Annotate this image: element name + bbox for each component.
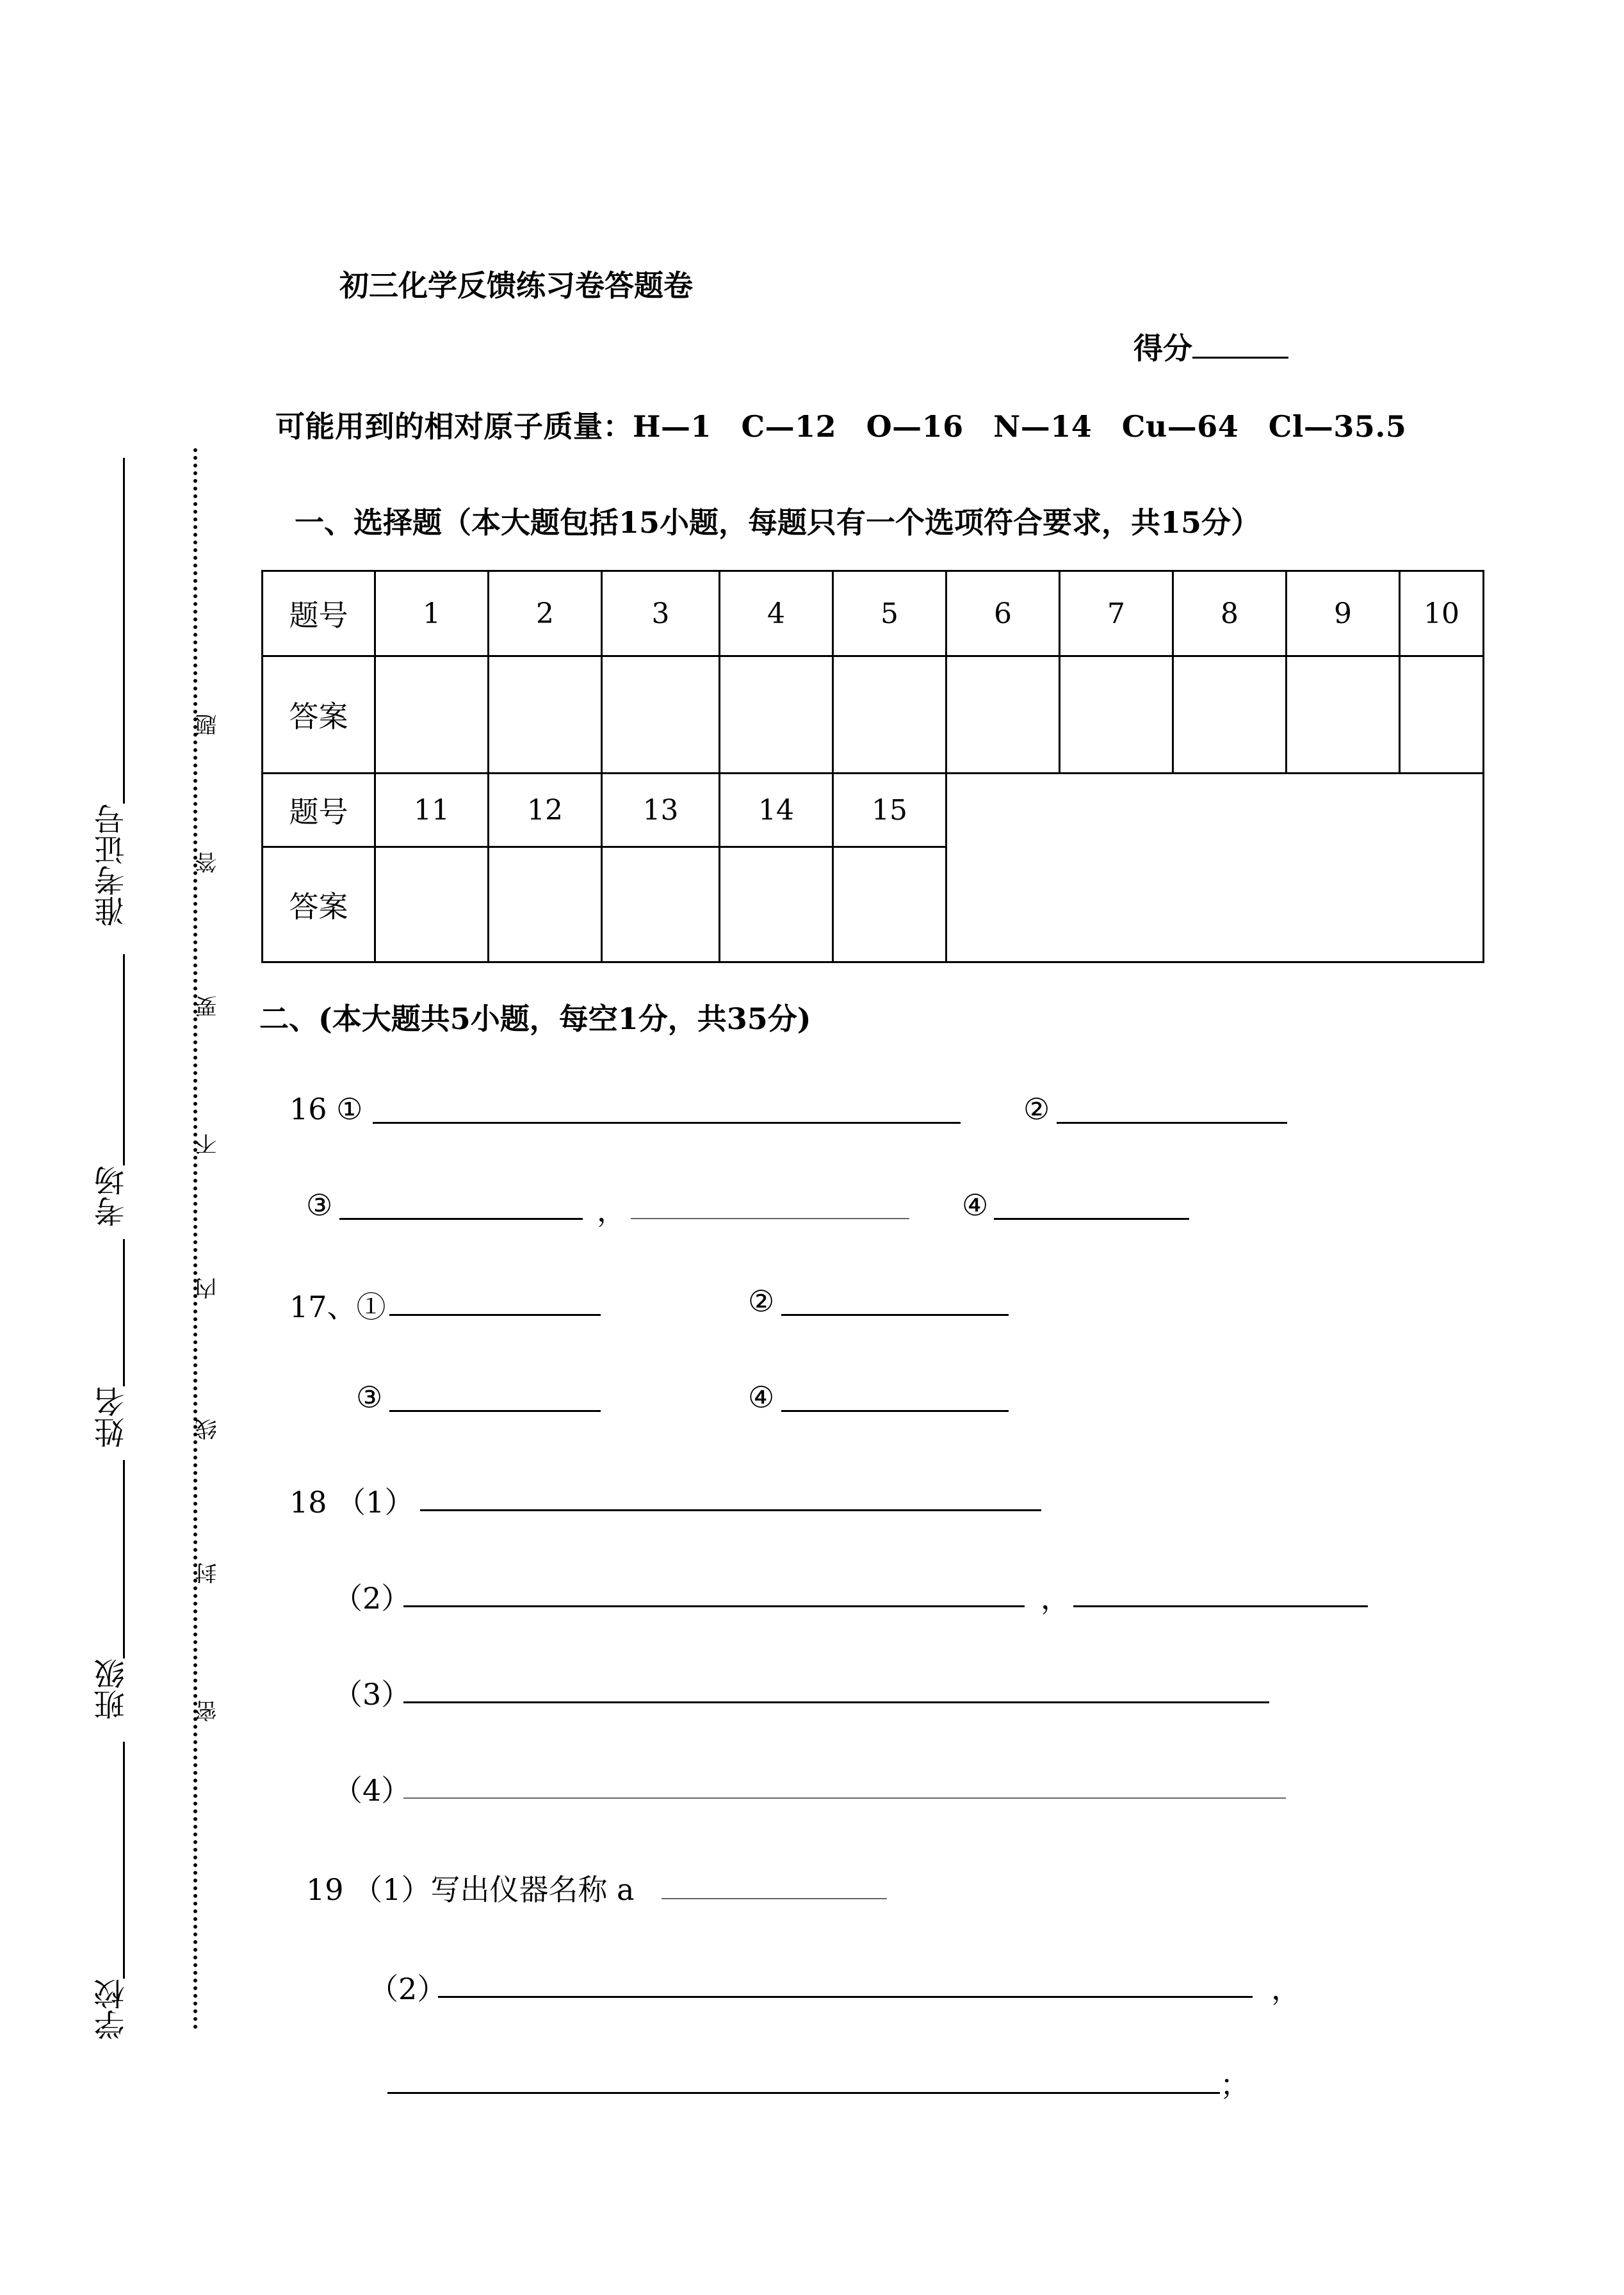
answer-cell[interactable]	[720, 656, 833, 774]
answer-table	[261, 570, 1484, 963]
q18-part-1: （1）	[336, 1485, 414, 1520]
answer-cell[interactable]	[1060, 656, 1173, 774]
q16-blank-2[interactable]	[1057, 1122, 1287, 1124]
number-cell: 3	[602, 571, 720, 656]
number-cell: 6	[946, 571, 1060, 656]
number-cell: 15	[833, 774, 946, 847]
answer-cell[interactable]	[1173, 656, 1287, 774]
number-cell: 8	[1173, 571, 1287, 656]
q17-blank-3[interactable]	[389, 1410, 601, 1412]
q16-blank-3[interactable]	[339, 1218, 583, 1220]
q19-blank-2b[interactable]	[387, 2092, 1220, 2094]
exam-number-label: 准考证号	[94, 804, 130, 927]
q18-comma: ，	[1041, 1581, 1070, 1616]
q16-blank-3b[interactable]	[631, 1218, 909, 1219]
q16-marker-1: ①	[336, 1092, 363, 1126]
answer-cell[interactable]	[946, 656, 1060, 774]
answer-cell[interactable]	[833, 656, 946, 774]
seal-char-yao: 要	[195, 996, 221, 1018]
q16-comma: ，	[597, 1194, 626, 1228]
empty-block	[946, 774, 1484, 962]
class-line	[123, 1460, 125, 1658]
answer-cell[interactable]	[720, 847, 833, 962]
seal-char-mi: 密	[195, 1700, 221, 1722]
q17-blank-2[interactable]	[781, 1314, 1009, 1316]
seal-char-ti: 题	[195, 714, 221, 736]
number-cell: 14	[720, 774, 833, 847]
q19-semicolon: ；	[1220, 2068, 1249, 2102]
score-label: 得分	[1133, 331, 1192, 366]
number-cell: 12	[489, 774, 602, 847]
school-line	[123, 1742, 125, 1979]
q18-part-2: （2）	[333, 1581, 411, 1616]
number-cell: 13	[602, 774, 720, 847]
number-cell: 7	[1060, 571, 1173, 656]
q17-marker-2: ②	[748, 1284, 775, 1318]
seal-char-nei: 内	[195, 1277, 221, 1299]
q17-number: 17、①	[289, 1290, 386, 1324]
q17-blank-1[interactable]	[389, 1314, 601, 1316]
q17-blank-4[interactable]	[781, 1410, 1009, 1412]
answer-cell[interactable]	[1400, 656, 1484, 774]
number-cell: 5	[833, 571, 946, 656]
q16-blank-4[interactable]	[994, 1218, 1189, 1220]
exam-number-line	[123, 458, 125, 804]
row-label-number: 题号	[263, 774, 375, 847]
number-cell: 11	[375, 774, 489, 847]
seal-char-bu: 不	[195, 1133, 221, 1155]
score-blank[interactable]	[1192, 334, 1288, 359]
section2-heading: 二、(本大题共5小题，每空1分，共35分)	[259, 1002, 811, 1036]
answer-cell[interactable]	[489, 847, 602, 962]
q17-marker-4: ④	[748, 1380, 775, 1415]
row-label-answer: 答案	[263, 656, 375, 774]
class-label: 班级	[94, 1658, 130, 1720]
q19-blank-2a[interactable]	[438, 1996, 1253, 1998]
answer-cell[interactable]	[833, 847, 946, 962]
q19-number: 19 （1）写出仪器名称 a	[306, 1872, 635, 1907]
row-label-number: 题号	[263, 571, 375, 656]
number-cell: 4	[720, 571, 833, 656]
seal-char-feng: 封	[195, 1562, 221, 1584]
q19-part-1: （1）写出仪器名称 a	[353, 1872, 635, 1907]
q19-comma: ，	[1271, 1972, 1301, 2006]
school-label: 学校	[94, 1979, 130, 2040]
score-field[interactable]	[1133, 325, 1288, 368]
answer-cell[interactable]	[602, 847, 720, 962]
answer-cell[interactable]	[489, 656, 602, 774]
q18-blank-4[interactable]	[403, 1797, 1286, 1799]
page-title: 初三化学反馈练习卷答题卷	[339, 268, 693, 303]
q17-marker-1: ①	[356, 1290, 386, 1324]
q18-part-3: （3）	[333, 1677, 411, 1712]
q16-number: 16 ①	[289, 1092, 363, 1126]
q18-blank-1[interactable]	[420, 1509, 1041, 1511]
table-row	[263, 656, 1484, 774]
q17-marker-3: ③	[356, 1380, 383, 1415]
q18-blank-2a[interactable]	[403, 1605, 1025, 1607]
table-row	[263, 774, 1484, 847]
q16-marker-2: ②	[1023, 1092, 1050, 1126]
number-cell: 10	[1400, 571, 1484, 656]
table-row	[263, 571, 1484, 656]
exam-room-line	[123, 954, 125, 1165]
atomic-masses: 可能用到的相对原子质量：H—1 C—12 O—16 N—14 Cu—64 Cl—35.5	[275, 409, 1407, 444]
q18-blank-3[interactable]	[403, 1701, 1269, 1703]
q19-part-2: （2）	[369, 1972, 447, 2006]
section1-heading: 一、选择题（本大题包括15小题，每题只有一个选项符合要求，共15分）	[295, 505, 1261, 540]
seal-char-xian: 线	[195, 1418, 221, 1440]
answer-cell[interactable]	[602, 656, 720, 774]
q16-blank-1[interactable]	[373, 1122, 961, 1124]
q18-number: 18 （1）	[289, 1485, 414, 1520]
q18-blank-2b[interactable]	[1073, 1605, 1368, 1607]
answer-cell[interactable]	[375, 656, 489, 774]
answer-cell[interactable]	[375, 847, 489, 962]
q18-part-4: （4）	[333, 1773, 411, 1808]
exam-room-label: 考场	[94, 1165, 130, 1227]
seal-dotted-line	[193, 448, 197, 2030]
name-line	[123, 1239, 125, 1386]
number-cell: 9	[1287, 571, 1400, 656]
number-cell: 2	[489, 571, 602, 656]
q16-marker-4: ④	[962, 1188, 989, 1222]
name-label: 姓名	[94, 1386, 130, 1448]
row-label-answer: 答案	[263, 847, 375, 962]
q19-blank-1[interactable]	[662, 1898, 887, 1899]
q16-marker-3: ③	[306, 1188, 333, 1222]
seal-char-da: 答	[195, 852, 221, 873]
answer-cell[interactable]	[1287, 656, 1400, 774]
number-cell: 1	[375, 571, 489, 656]
